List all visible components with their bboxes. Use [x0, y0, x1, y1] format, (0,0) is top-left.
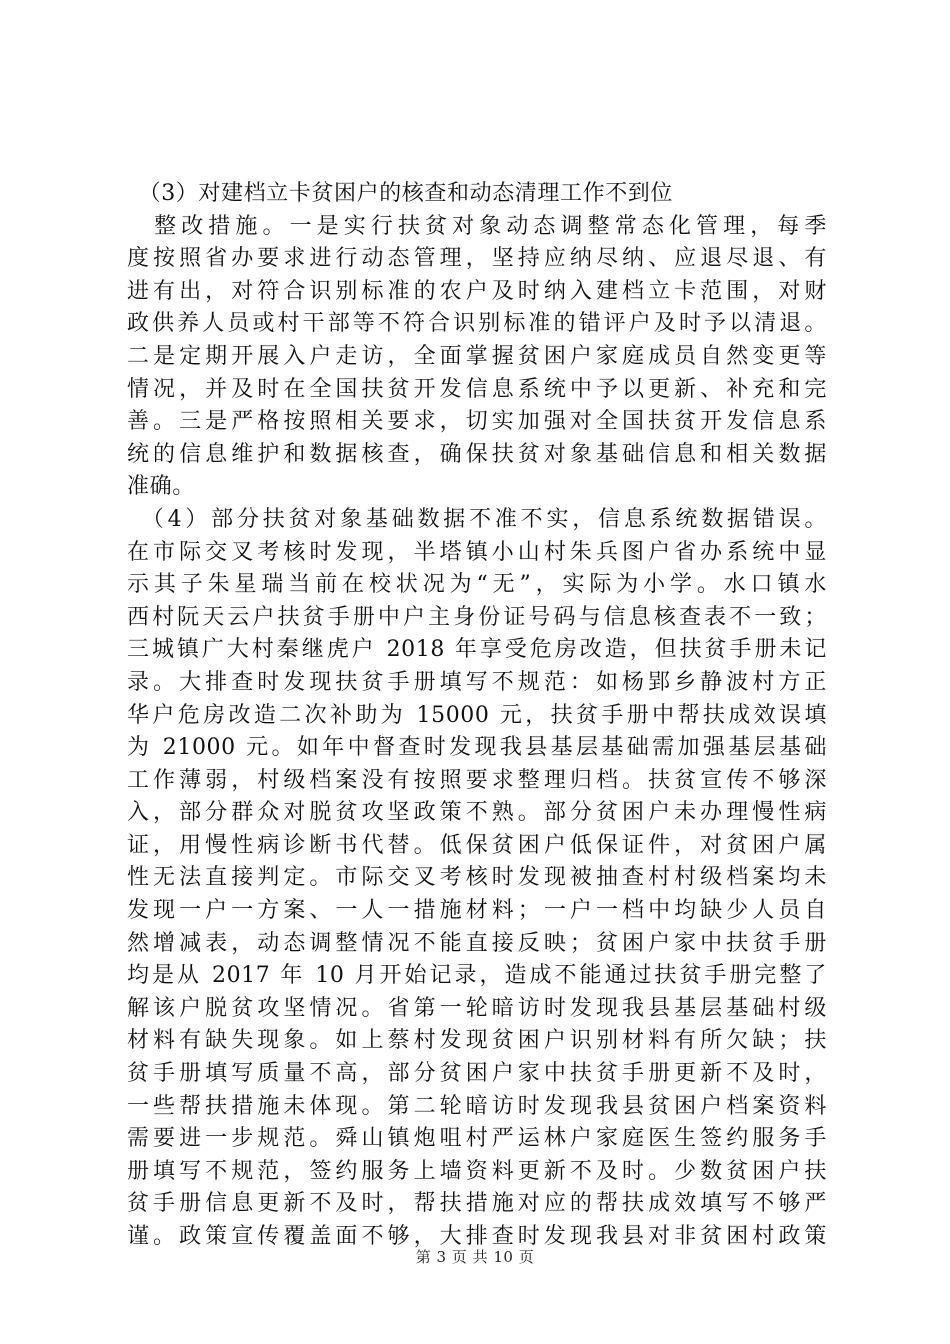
text-line: （3）对建档立卡贫困户的核查和动态清理工作不到位: [127, 181, 673, 206]
text-line: 录。大排查时发现扶贫手册填写不规范：如杨郢乡静波村方正: [127, 669, 827, 695]
text-line: 谨。政策宣传覆盖面不够，大排查时发现我县对非贫困村政策: [127, 1224, 827, 1249]
text-line: （4）部分扶贫对象基础数据不准不实，信息系统数据错误。: [127, 506, 827, 532]
text-line: 进有出，对符合识别标准的农户及时纳入建档立卡范围，对财: [127, 278, 827, 304]
text-line: 证，用慢性病诊断书代替。低保贫困户低保证件，对贫困户属: [127, 832, 827, 858]
text-line: 示其子朱星瑞当前在校状况为“无”，实际为小学。水口镇水: [127, 572, 827, 598]
text-line: 发现一户一方案、一人一措施材料；一户一档中均缺少人员自: [127, 898, 827, 924]
text-line: 准确。: [127, 474, 195, 500]
text-line: 情况，并及时在全国扶贫开发信息系统中予以更新、补充和完: [127, 376, 827, 402]
page-footer: 第 3 页 共 10 页: [415, 1248, 535, 1266]
text-line: 西村阮天云户扶贫手册中户主身份证号码与信息核查表不一致；: [127, 604, 827, 630]
text-line: 整改措施。一是实行扶贫对象动态调整常态化管理，每季: [127, 213, 827, 239]
text-line: 统的信息维护和数据核查，确保扶贫对象基础信息和相关数据: [127, 441, 827, 467]
text-line: 工作薄弱，村级档案没有按照要求整理归档。扶贫宣传不够深: [127, 767, 827, 793]
text-line: 度按照省办要求进行动态管理，坚持应纳尽纳、应退尽退、有: [127, 246, 827, 272]
text-line: 在市际交叉考核时发现，半塔镇小山村朱兵图户省办系统中显: [127, 539, 827, 565]
text-line: 贫手册填写质量不高，部分贫困户家中扶贫手册更新不及时，: [127, 1061, 827, 1087]
text-line: 性无法直接判定。市际交叉考核时发现被抽查村村级档案均未: [127, 865, 827, 891]
text-line: 材料有缺失现象。如上蔡村发现贫困户识别材料有所欠缺；扶: [127, 1028, 827, 1054]
text-line: 三城镇广大村秦继虎户 2018 年享受危房改造，但扶贫手册未记: [127, 637, 827, 663]
text-line: 需要进一步规范。舜山镇炮咀村严运林户家庭医生签约服务手: [127, 1126, 827, 1152]
text-line: 入，部分群众对脱贫攻坚政策不熟。部分贫困户未办理慢性病: [127, 800, 827, 826]
text-line: 华户危房改造二次补助为 15000 元，扶贫手册中帮扶成效误填: [127, 702, 827, 728]
text-line: 贫手册信息更新不及时，帮扶措施对应的帮扶成效填写不够严: [127, 1191, 827, 1217]
text-line: 政供养人员或村干部等不符合识别标准的错评户及时予以清退。: [127, 311, 827, 337]
text-line: 解该户脱贫攻坚情况。省第一轮暗访时发现我县基层基础村级: [127, 995, 827, 1021]
text-line: 善。三是严格按照相关要求，切实加强对全国扶贫开发信息系: [127, 409, 827, 435]
text-line: 为 21000 元。如年中督查时发现我县基层基础需加强基层基础: [127, 735, 827, 761]
text-line: 然增减表，动态调整情况不能直接反映；贫困户家中扶贫手册: [127, 930, 827, 956]
text-line: 册填写不规范，签约服务上墙资料更新不及时。少数贫困户扶: [127, 1158, 827, 1184]
document-body: [127, 178, 827, 1254]
text-line: 二是定期开展入户走访，全面掌握贫困户家庭成员自然变更等: [127, 343, 827, 369]
text-line: 一些帮扶措施未体现。第二轮暗访时发现我县贫困户档案资料: [127, 1093, 827, 1119]
text-line: 均是从 2017 年 10 月开始记录，造成不能通过扶贫手册完整了: [127, 963, 827, 989]
